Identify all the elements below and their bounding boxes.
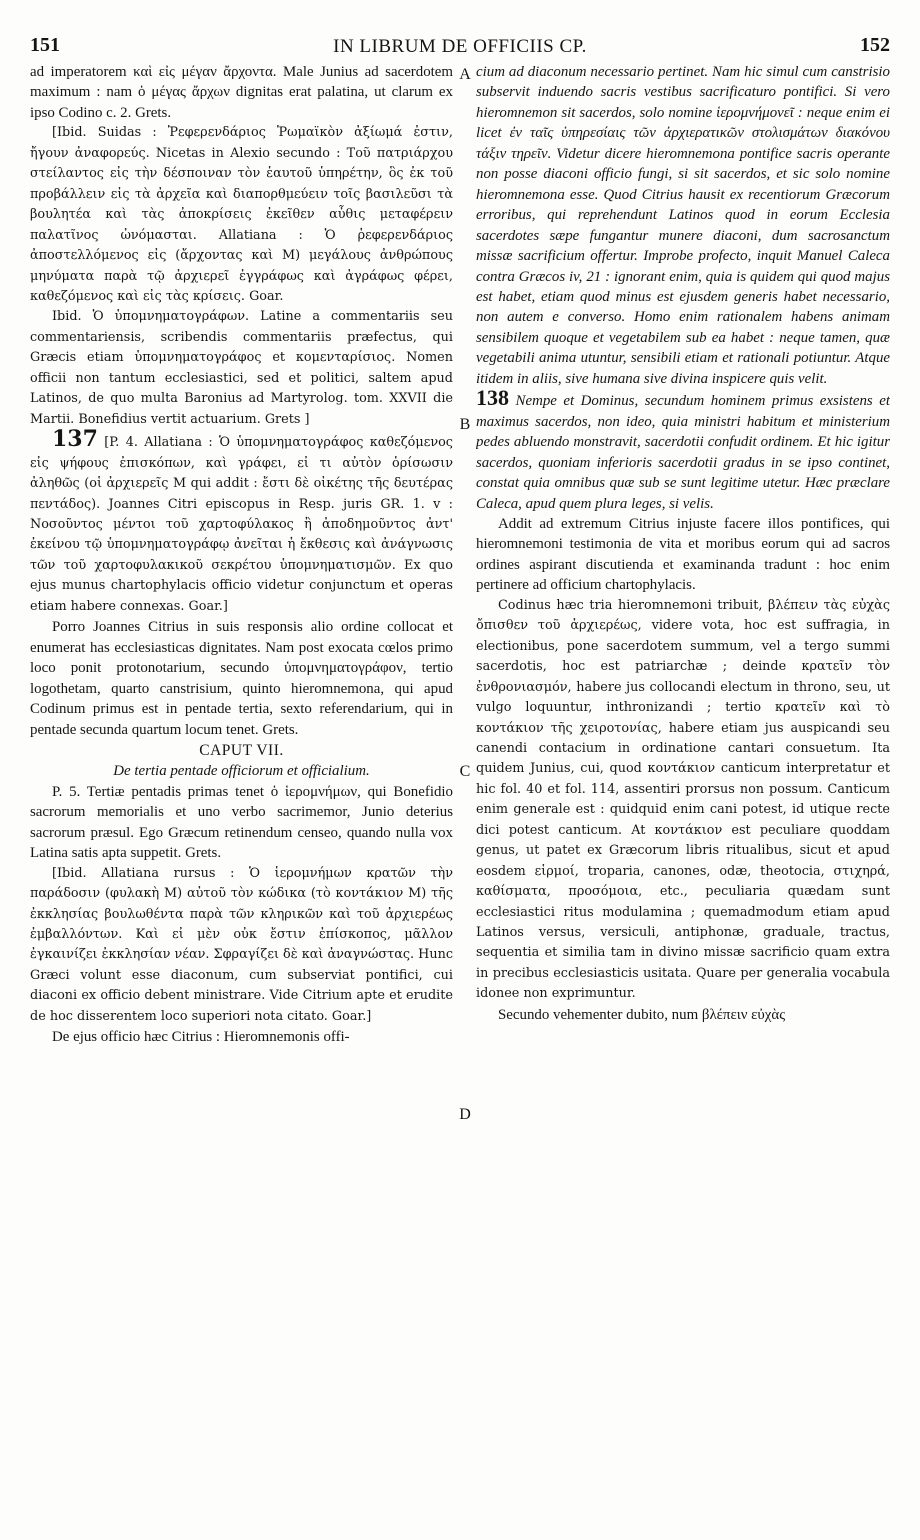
left-paragraph-4	[30, 426, 453, 617]
page-number-left: 151	[30, 34, 60, 56]
note-number-137: 137	[52, 426, 98, 453]
margin-letter-c: C	[459, 763, 471, 780]
right-paragraph-3: Addit ad extremum Citrius injuste facere illos pontifices, qui hieromnemoni testimonia de vita et moribus eorum qui ad sacros ordines aspirant discutienda et examinanda tradunt : hoc enim pertinere ad officium chartophylacis.	[476, 515, 890, 594]
left-paragraph-2: [Ibid. Suidas : Ῥεφερενδάριος Ῥωμαϊκὸν ἀξίωμά ἐστιν, ἤγουν ἀναφορεύς. Nicetas in Alexio secundo : Τοῦ πατριάρχου στείλαντος εἰς τὴν δέσποιναν τὸν ἑαυτοῦ ὑπηρέτην, ὃς ἐκ τοῦ προβάλλειν εἰς τὰ ἀρχεῖα καὶ διαπορθμεύειν τοῖς βασιλεῦσι τὰ βουλητέα καὶ τὰς ἀποκρίσεις ἐκεῖθεν αὖθις μεταφέρειν παλατῖνος ὠνόμασται. Allatiana : Ὁ ῥεφερενδάριος ἀποστελλόμενος εἰς (ἄρχοντας καὶ M) μεγάλους ἀνθρώπους μηνύματα παρὰ τῷ ἀρχιερεῖ ἐγγράφως καὶ ἀγράφως φέρει, καθεζόμενος καὶ εἰς τὰς κρίσεις. Goar.	[30, 125, 453, 304]
left-paragraph-8: De ejus officio hæc Citrius : Hieromnemonis offi-	[52, 1029, 350, 1046]
right-paragraph-2-text: Nempe et Dominus, secundum hominem primus exsistens et maximus sacerdos, non ideo, quia ministri habitum et ministerium pedes abluendo monstravit, sacerdotii confudit ordinem. Et hic igitur sacerdos, quoniam inferioris sacerdotii gradus in se ipso continet, constat quia omnibus quæ sub se sunt legitime utetur. Hæc præclare Caleca, apud quem plura leges, si velis.	[476, 393, 890, 512]
left-paragraph-4-text: [P. 4. Allatiana : Ὁ ὑπομνηματογράφος καθεζόμενος εἰς ψήφους ἐπισκόπων, καὶ γράφει, εἰ τι αὐτὸν ὁρίσωσιν ἀληθῶς (οἱ ἀρχιερεῖς M qui addit : ἔστι δὲ οἰκέτης τῆς δευτέρας πεντάδος). Joannes Citri episcopus in Resp. juris GR. 1. v : Νοσοῦντος μέντοι τοῦ χαρτοφύλακος ἢ ἀποδημοῦντος ἀντ' ἐκείνου τῷ ὑπομνηματογράφῳ ἀνεῖται ἡ ἔκθεσις καὶ ἀνάγνωσις τῶν τοῦ χαρτοφυλακικοῦ σεκρέτου ὑπομνηματισμῶν. Ex quo ejus munus chartophylacis officio videtur conjunctum et operas etiam habere connexas. Goar.]	[30, 435, 453, 614]
right-paragraph-2	[476, 385, 890, 514]
page-number-right: 152	[860, 34, 890, 56]
note-number-138: 138	[476, 385, 509, 411]
margin-letter-d: D	[459, 1106, 471, 1123]
margin-letter-a: A	[459, 66, 471, 83]
right-column	[476, 62, 890, 1532]
margin-letter-b: B	[459, 416, 471, 433]
left-column	[30, 62, 453, 1532]
left-paragraph-6: P. 5. Tertiæ pentadis primas tenet ὁ ἱερομνήμων, qui Bonefidio sacrorum memorialis et uno verbo sacrimemor, Junio deterius sacrorum præsul. Ego Græcum retinendum censeo, quando nulla vox Latina satis apta suppetit. Grets.	[30, 783, 453, 862]
page-header	[30, 34, 890, 60]
running-title: IN LIBRUM DE OFFICIIS CP.	[333, 36, 587, 57]
chapter-heading: CAPUT VII.	[199, 741, 284, 759]
right-paragraph-1	[476, 62, 890, 389]
chapter-subheading: De tertia pentade officiorum et officialium.	[113, 763, 370, 780]
left-paragraph-1: ad imperatorem καὶ εἰς μέγαν ἄρχοντα. Male Junius ad sacerdotem maximum : nam ὁ μέγας ἄρχων dignitas erat palatina, ut clarum ex ipso Codino c. 2. Grets.	[30, 64, 453, 121]
left-paragraph-7: [Ibid. Allatiana rursus : Ὁ ἱερομνήμων κρατῶν τὴν παράδοσιν (φυλακὴ M) αὐτοῦ τὸν κώδικα (τὸ κοντάκιον M) τῆς ἐκκλησίας βουλωθέντα παρὰ τῶν κληρικῶν καὶ τοῦ ἀρχιερέως ἐμβαλλόντων. Καὶ εἰ μὲν οὐκ ἔστιν ἐπίσκοπος, μᾶλλον ἐγκαινίζει ἐκκλησίαν νέαν. Σφραγίζει δὲ καὶ ἀναγνώστας. Hunc Græci volunt esse diaconum, cum subserviat pontifici, cui diaconi ex officio debent ministrare. Vide Citrium apte et erudite de hoc disserentem loco superiori nota citato. Goar.]	[30, 865, 453, 1024]
right-paragraph-5: Secundo vehementer dubito, num βλέπειν εὐχὰς	[498, 1006, 786, 1023]
right-paragraph-1-text: cium ad diaconum necessario pertinet. Nam hic simul cum canstrisio subservit induendo sacris vestibus sacrificaturo pontifici. Si vero hieromnemon sit sacerdos, solo nomine ἱερομνήμονεῖ : neque enim ei licet ἐν ταῖς ὑπηρεσίαις τῶν ἀρχιερατικῶν στολισμάτων διακόνου τάξιν τηρεῖν. Videtur dicere hieromnemona pontifice sacris operante non posse diaconi officio fungi, si sit sacerdos, et sic solo nomine hieromnemona esse. Quod Citrius hausit ex recentiorum Græcorum erroribus, qui reprehendunt Latinos quod in eorum Ecclesia sacerdotes sæpe fungantur munere diaconi, dum sacrosanctum missæ sacrificium offertur. Improbe profecto, inquit Manuel Caleca contra Græcos iv, 21 : ignorant enim, quia is quidem qui quod majus est habet, etiam quod minus est ejusdem generis habet necessario, non autem e converso. Homo enim rationalem habens animam sensibilem quoque et vegetabilem sub ea habet : neque tamen, quæ vegetabili anima utuntur, sensibili etiam et rationali potiuntur. Atque itidem in aliis, sive humana sive divina inspicere quis velit.	[476, 64, 890, 387]
left-paragraph-5: Porro Joannes Citrius in suis responsis alio ordine collocat et enumerat has ecclesiasticas dignitates. Nam post exocata cœlos primo loco ponit protonotarium, secundo ὑπομνηματογράφον, tertio logothetam, quarto canstrisium, quinto hieromnemona, qui apud Codinum primus est in pentade tertia, sexto referendarium, qui in pentade secunda quartum locum tenet. Grets.	[30, 619, 453, 738]
right-paragraph-4: Codinus hæc tria hieromnemoni tribuit, βλέπειν τὰς εὐχὰς ὄπισθεν τοῦ ἀρχιερέως, videre vota, hoc est suffragia, in electionibus, pone sacerdotem summum, vel a tergo summi sacerdotis, hoc est patriarchæ ; deinde κρατεῖν τὸν ἐνθρονιασμόν, habere jus collocandi electum in throno, seu, ut vulgo loquuntur, inthronizandi ; tertio κρατεῖν καὶ τὸ κοντάκιον τῆς χειροτονίας, habere etiam jus auspicandi seu canendi contacium in ordinatione cantari consuetum. Ita quidem Junius, cui, quod κοντάκιον canticum interpretatur et hic fol. 40 et fol. 114, assentiri prorsus non possum. Canticum enim generale est : quidquid enim cani potest, id utique recte dici potest canticum. At κοντάκιον est peculiare quoddam genus, ut patet ex Græcorum libris ritualibus, sicut et apud eosdem εἱρμοί, troparia, canones, odæ, theotocia, στιχηρά, καθίσματα, προσόμοια, etc., peculiaria quædam sunt ecclesiastici ritus modulamina ; quemadmodum etiam apud Latinos versus, versiculi, antiphonæ, graduale, tractus, sequentia et similia tam in divino missæ sacrificio quam extra in precibus ecclesiasticis usitata. Quare per generalia vocabula idonee non exprimuntur.	[476, 597, 890, 1002]
left-paragraph-3: Ibid. Ὁ ὑπομνηματογράφων. Latine a commentariis seu commentariensis, scribendis commentariis præfectus, qui Græcis etiam ὑπομνηματογράφος et κομενταρίσιος. Nomen officii non tantum ecclesiastici, sed et politici, saltem apud Latinos, de quo multa Baronius ad Martyrolog. tom. XXVII die Martii. Bonefidius vertit actuarium. Grets ]	[30, 309, 453, 427]
